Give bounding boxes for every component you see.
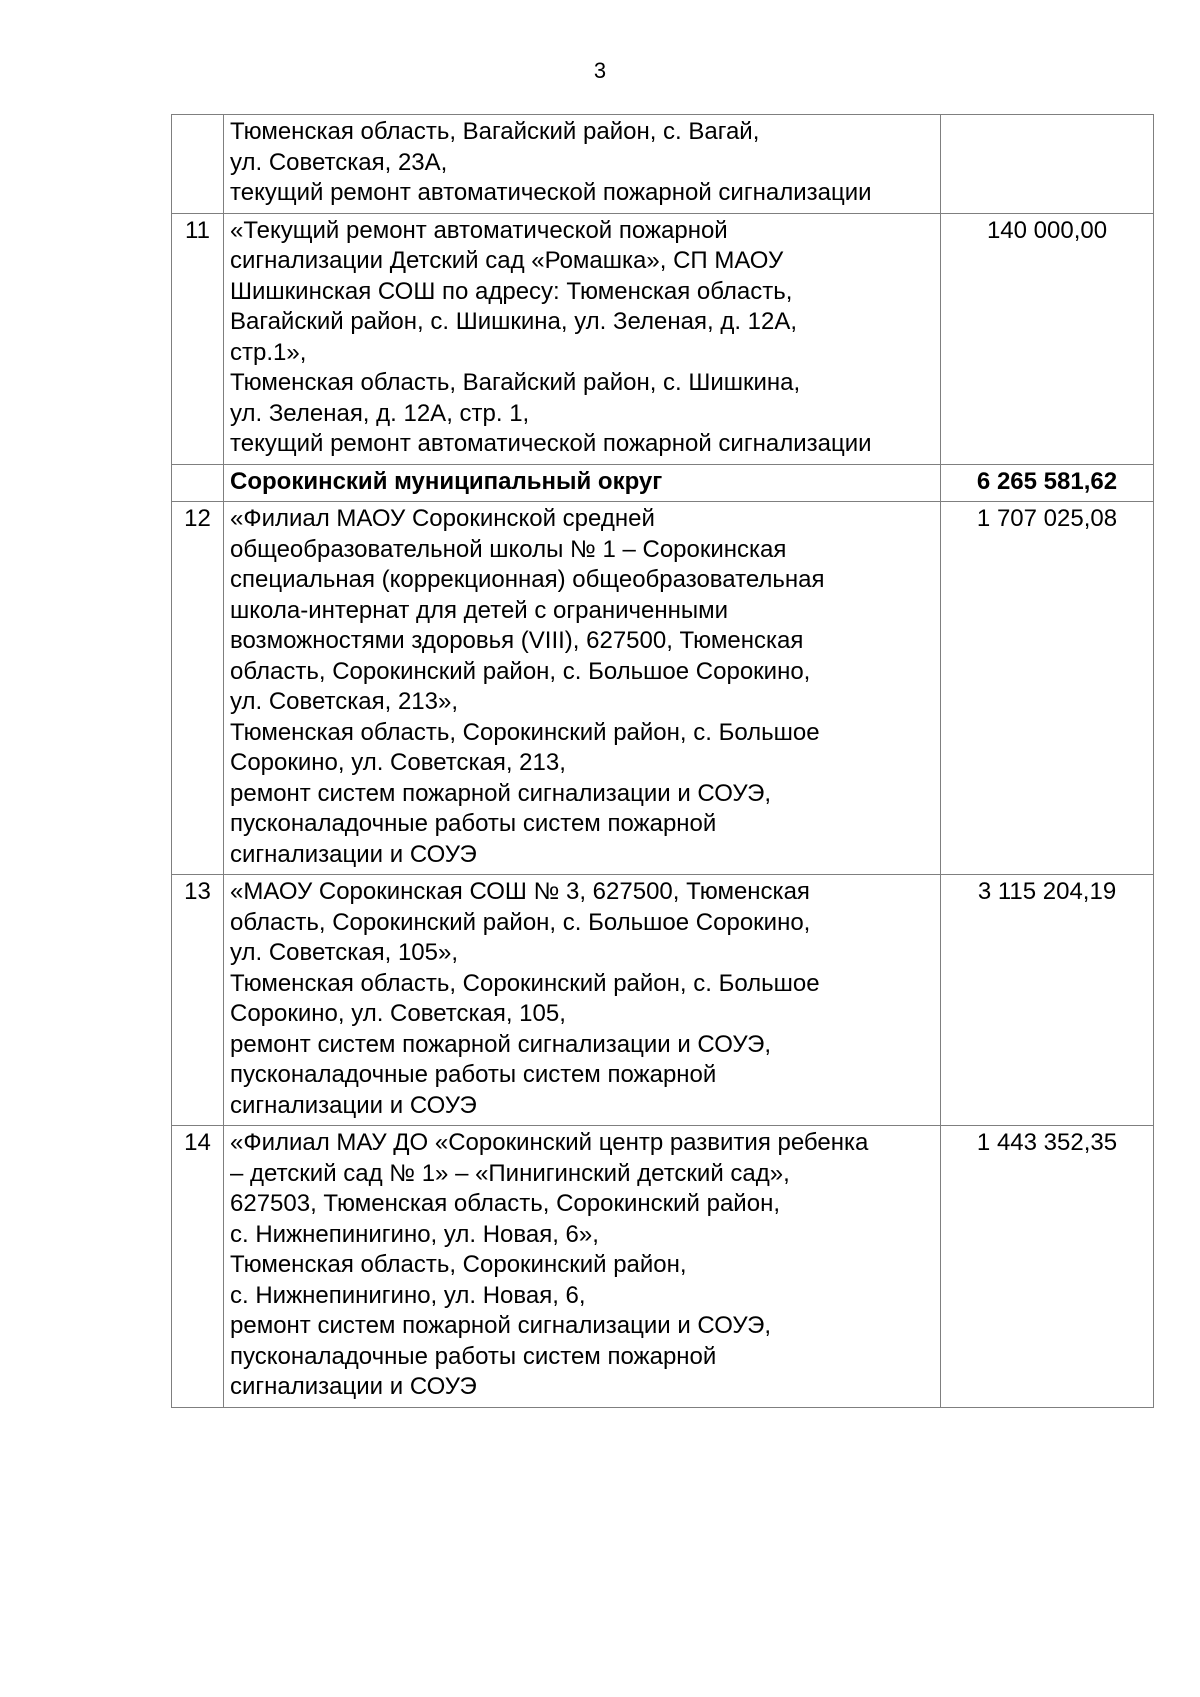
description-line: текущий ремонт автоматической пожарной сигнализации (230, 179, 872, 206)
description-line: ремонт систем пожарной сигнализации и СОУЭ, (230, 1312, 772, 1339)
description-line: «Филиал МАУ ДО «Сорокинский центр развития ребенка (230, 1129, 869, 1156)
description-line: общеобразовательной школы № 1 – Сорокинская (230, 535, 787, 563)
description-line: с. Нижнепинигино, ул. Новая, 6», (230, 1220, 599, 1248)
description-line: область, Сорокинский район, с. Большое Сорокино, (230, 908, 811, 936)
amount-cell (941, 115, 1154, 214)
description-line: Тюменская область, Вагайский район, с. Вагай, (230, 118, 760, 145)
description-line: пусконаладочные работы систем пожарной (230, 1342, 717, 1370)
description-line: специальная (коррекционная) общеобразовательная (230, 566, 825, 593)
district-total-row (172, 464, 1154, 502)
description-line: «МАОУ Сорокинская СОШ № 3, 627500, Тюменская (230, 878, 810, 905)
description-line: с. Нижнепинигино, ул. Новая, 6, (230, 1281, 586, 1309)
row-number-cell: 13 (172, 875, 224, 1126)
description-line: Тюменская область, Сорокинский район, с. Большое (230, 969, 820, 997)
description-line: ремонт систем пожарной сигнализации и СОУЭ, (230, 1030, 772, 1058)
description-line: ул. Советская, 213», (230, 688, 459, 715)
object-description-cell (224, 213, 941, 464)
table-row (172, 213, 1154, 464)
description-line: «Текущий ремонт автоматической пожарной (230, 216, 728, 244)
description-line: текущий ремонт автоматической пожарной сигнализации (230, 430, 872, 457)
amount-cell: 3 115 204,19 (941, 875, 1154, 1126)
description-line: Шишкинская СОШ по адресу: Тюменская область, (230, 277, 793, 305)
description-line: сигнализации и СОУЭ (230, 1373, 477, 1400)
amount-cell: 1 443 352,35 (941, 1126, 1154, 1408)
row-number-cell: 14 (172, 1126, 224, 1408)
description-line: возможностями здоровья (VIII), 627500, Тюменская (230, 627, 804, 654)
district-total-amount-cell: 6 265 581,62 (941, 464, 1154, 502)
district-name-cell (224, 464, 941, 502)
works-table-body (172, 115, 1154, 1408)
description-line: школа-интернат для детей с ограниченными (230, 596, 729, 624)
description-line: Тюменская область, Сорокинский район, (230, 1251, 687, 1278)
description-line: – детский сад № 1» – «Пинигинский детский сад», (230, 1159, 790, 1187)
description-line: сигнализации и СОУЭ (230, 840, 477, 868)
description-line: «Филиал МАОУ Сорокинской средней (230, 505, 655, 532)
description-line: Сорокино, ул. Советская, 105, (230, 1000, 566, 1027)
description-line: пусконаладочные работы систем пожарной (230, 810, 717, 837)
table-row (172, 502, 1154, 875)
row-number-cell (172, 464, 224, 502)
table-row (172, 875, 1154, 1126)
works-table (171, 114, 1154, 1408)
page-number: 3 (593, 58, 607, 83)
description-line: область, Сорокинский район, с. Большое Сорокино, (230, 657, 811, 685)
row-number-cell (172, 115, 224, 214)
description-line: стр.1», (230, 338, 307, 366)
description-line: ул. Зеленая, д. 12А, стр. 1, (230, 399, 530, 427)
description-line: ул. Советская, 105», (230, 939, 459, 966)
description-line: Тюменская область, Вагайский район, с. Шишкина, (230, 369, 801, 396)
description-line: Тюменская область, Сорокинский район, с. Большое (230, 718, 820, 746)
amount-cell: 1 707 025,08 (941, 502, 1154, 875)
amount-cell: 140 000,00 (941, 213, 1154, 464)
description-line: Вагайский район, с. Шишкина, ул. Зеленая, д. 12А, (230, 308, 798, 335)
object-description-cell (224, 1126, 941, 1408)
description-line: ул. Советская, 23А, (230, 148, 448, 176)
object-description-cell (224, 875, 941, 1126)
row-number-cell: 12 (172, 502, 224, 875)
description-line: ремонт систем пожарной сигнализации и СОУЭ, (230, 779, 772, 807)
table-row (172, 1126, 1154, 1408)
object-description-cell (224, 502, 941, 875)
description-line: Сорокино, ул. Советская, 213, (230, 749, 566, 776)
row-number-cell: 11 (172, 213, 224, 464)
table-row (172, 115, 1154, 214)
description-line: сигнализации и СОУЭ (230, 1091, 477, 1119)
description-line: сигнализации Детский сад «Ромашка», СП МАОУ (230, 247, 784, 274)
object-description-cell (224, 115, 941, 214)
description-line: 627503, Тюменская область, Сорокинский район, (230, 1190, 780, 1217)
description-line: Сорокинский муниципальный округ (230, 467, 663, 495)
description-line: пусконаладочные работы систем пожарной (230, 1061, 717, 1088)
